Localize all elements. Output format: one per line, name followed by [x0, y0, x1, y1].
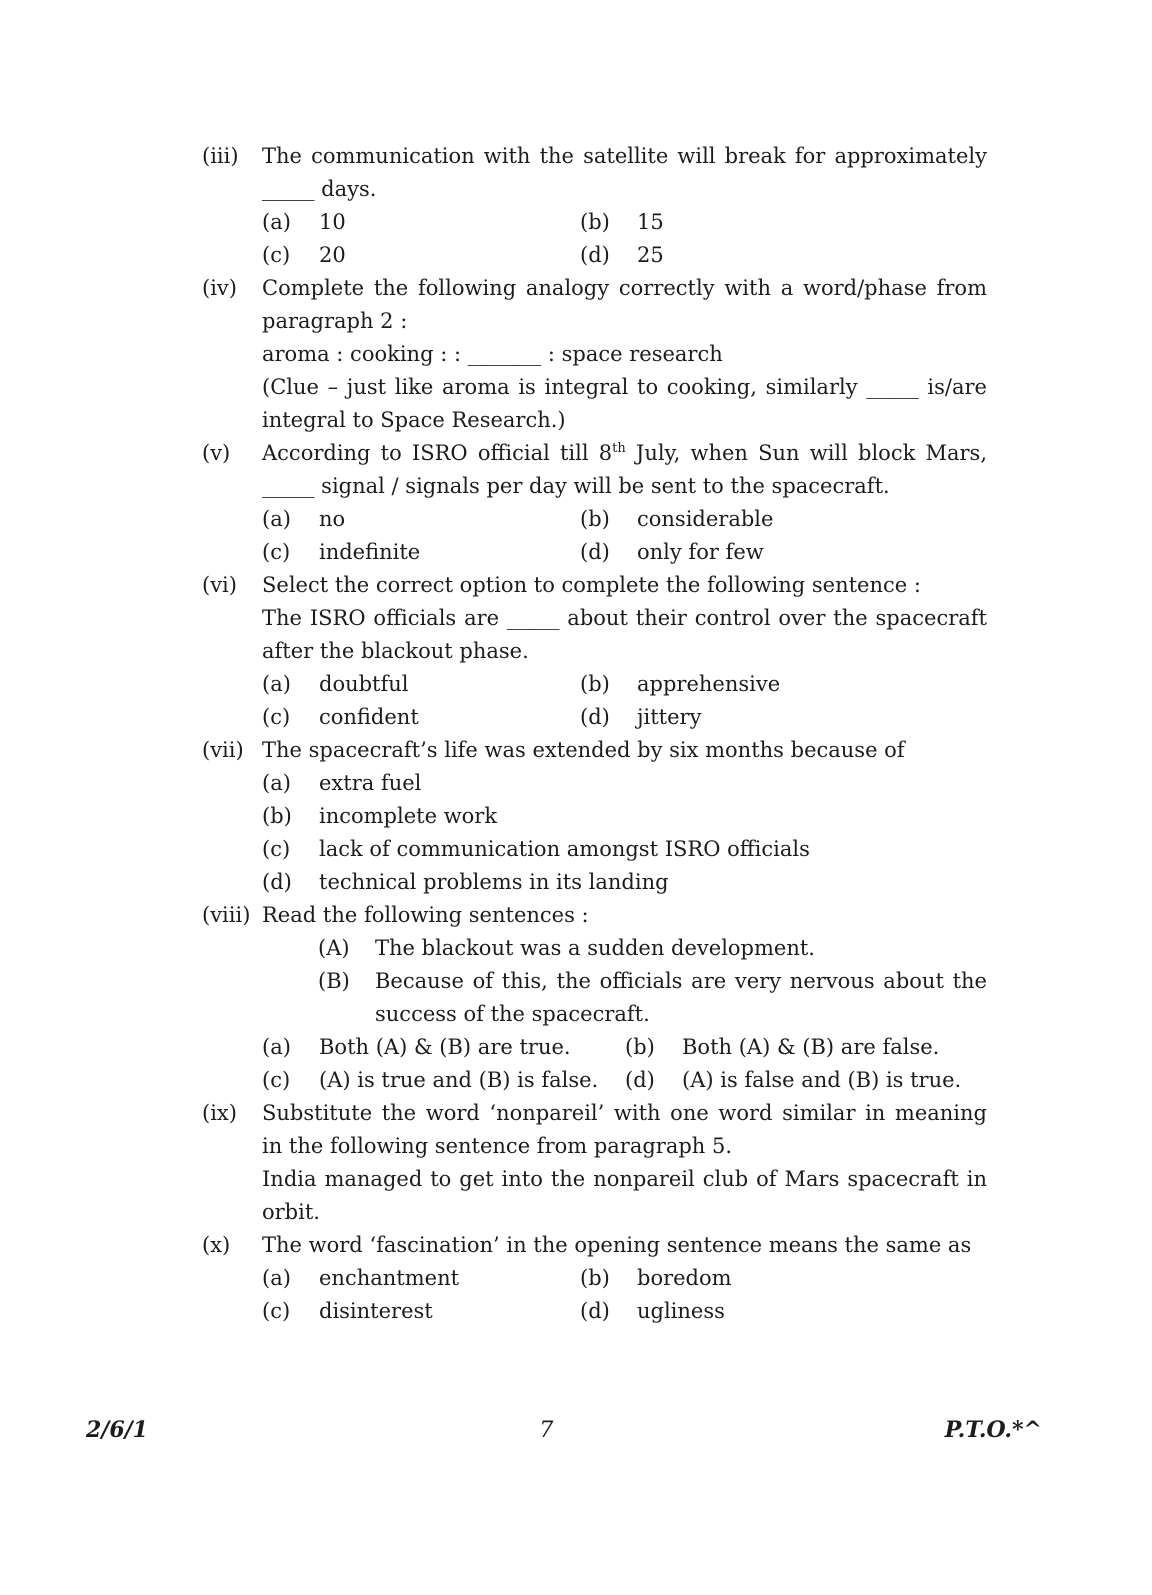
analogy-line: aroma : cooking : : _______ : space research	[262, 342, 723, 366]
option-label: (a)	[262, 672, 291, 696]
question-v	[202, 437, 987, 569]
option-b	[580, 668, 987, 701]
statement-text: Because of this, the officials are very nervous about the success of the spacecraft.	[375, 969, 987, 1026]
statement-text: The blackout was a sudden development.	[375, 936, 815, 960]
option-label: (b)	[625, 1035, 655, 1059]
option-label: (d)	[580, 1299, 610, 1323]
option-label: (c)	[262, 705, 291, 729]
option-b	[262, 800, 987, 833]
option-label: (b)	[262, 804, 292, 828]
option-d	[580, 536, 987, 569]
option-c	[262, 701, 580, 734]
question-number: (vii)	[202, 738, 244, 762]
option-label: (d)	[580, 705, 610, 729]
options-grid	[262, 1262, 987, 1328]
option-label: (d)	[580, 540, 610, 564]
option-text: considerable	[637, 507, 774, 531]
question-viii	[202, 899, 987, 1097]
question-text: Complete the following analogy correctly with a word/phase from paragraph 2 :	[262, 276, 987, 333]
option-text: lack of communication amongst ISRO officials	[319, 837, 810, 861]
option-d	[580, 1295, 987, 1328]
option-d	[580, 239, 987, 272]
option-text: 25	[637, 243, 664, 267]
option-label: (a)	[262, 1266, 291, 1290]
page-number: 7	[539, 1418, 554, 1443]
question-vi	[202, 569, 987, 734]
question-text: Substitute the word ‘nonpareil’ with one word similar in meaning in the following sentence from paragraph 5.	[262, 1101, 987, 1158]
option-d	[580, 701, 987, 734]
option-label: (c)	[262, 837, 291, 861]
option-label: (a)	[262, 210, 291, 234]
options-grid	[262, 503, 987, 569]
option-label: (b)	[580, 507, 610, 531]
question-body	[262, 140, 987, 272]
question-text-part2: July, when Sun will block Mars, _____ signal / signals per day will be sent to the spacecraft.	[262, 441, 987, 498]
option-label: (c)	[262, 540, 291, 564]
option-text: confident	[319, 705, 419, 729]
question-text: The word ‘fascination’ in the opening sentence means the same as	[262, 1233, 972, 1257]
question-body	[262, 272, 987, 437]
option-label: (d)	[580, 243, 610, 267]
option-a	[262, 503, 580, 536]
statement-B	[318, 965, 987, 1031]
option-label: (c)	[262, 243, 291, 267]
option-text: Both (A) & (B) are false.	[682, 1035, 940, 1059]
option-text: incomplete work	[319, 804, 498, 828]
option-text: disinterest	[319, 1299, 433, 1323]
option-a	[262, 668, 580, 701]
option-c	[262, 1064, 625, 1097]
option-c	[262, 536, 580, 569]
superscript: th	[612, 441, 626, 456]
option-text: apprehensive	[637, 672, 781, 696]
option-label: (a)	[262, 771, 291, 795]
question-x	[202, 1229, 987, 1328]
option-text: only for few	[637, 540, 764, 564]
option-label: (b)	[580, 1266, 610, 1290]
option-a	[262, 767, 987, 800]
option-label: (a)	[262, 1035, 291, 1059]
option-label: (b)	[580, 210, 610, 234]
option-label: (a)	[262, 507, 291, 531]
option-d	[625, 1064, 987, 1097]
option-c	[262, 833, 987, 866]
question-number: (ix)	[202, 1101, 237, 1125]
questions-list	[202, 140, 987, 1328]
options-list	[262, 767, 987, 899]
question-number: (iv)	[202, 276, 237, 300]
option-text: ugliness	[637, 1299, 725, 1323]
question-ix	[202, 1097, 987, 1229]
question-body	[262, 437, 987, 569]
pto-label: P.T.O.*^	[944, 1417, 1042, 1443]
question-body	[262, 569, 987, 734]
question-number: (x)	[202, 1233, 231, 1257]
question-number: (vi)	[202, 573, 237, 597]
option-text: 20	[319, 243, 346, 267]
statement-label: (B)	[318, 969, 350, 993]
question-body	[262, 1097, 987, 1229]
option-label: (b)	[580, 672, 610, 696]
option-text: jittery	[637, 705, 702, 729]
question-iv	[202, 272, 987, 437]
option-c	[262, 239, 580, 272]
page-footer	[86, 1414, 1042, 1447]
question-vii	[202, 734, 987, 899]
question-body	[262, 899, 987, 1097]
option-a	[262, 206, 580, 239]
option-label: (d)	[262, 870, 292, 894]
option-label: (c)	[262, 1068, 291, 1092]
statement-A	[318, 932, 987, 965]
question-body	[262, 734, 987, 899]
statement-label: (A)	[318, 936, 350, 960]
options-grid	[262, 1031, 987, 1097]
option-b	[580, 503, 987, 536]
clue-line: (Clue – just like aroma is integral to cooking, similarly _____ is/are integral to Space Research.)	[262, 375, 987, 432]
option-text: Both (A) & (B) are true.	[319, 1035, 571, 1059]
option-text: 10	[319, 210, 346, 234]
options-grid	[262, 206, 987, 272]
option-a	[262, 1262, 580, 1295]
question-iii	[202, 140, 987, 272]
question-sentence: India managed to get into the nonpareil club of Mars spacecraft in orbit.	[262, 1167, 987, 1224]
option-text: extra fuel	[319, 771, 422, 795]
paper-code: 2/6/1	[86, 1417, 148, 1443]
option-d	[262, 866, 987, 899]
option-text: technical problems in its landing	[319, 870, 669, 894]
option-b	[580, 206, 987, 239]
option-c	[262, 1295, 580, 1328]
option-text: (A) is true and (B) is false.	[319, 1068, 599, 1092]
question-number: (iii)	[202, 144, 239, 168]
option-b	[625, 1031, 987, 1064]
option-text: doubtful	[319, 672, 409, 696]
option-text: boredom	[637, 1266, 732, 1290]
option-b	[580, 1262, 987, 1295]
option-label: (c)	[262, 1299, 291, 1323]
question-text: The communication with the satellite will break for approximately _____ days.	[262, 144, 987, 201]
question-text: Read the following sentences :	[262, 903, 589, 927]
option-text: no	[319, 507, 346, 531]
question-text-part1: According to ISRO official till 8	[262, 441, 613, 465]
option-text: (A) is false and (B) is true.	[682, 1068, 962, 1092]
options-grid	[262, 668, 987, 734]
option-text: enchantment	[319, 1266, 460, 1290]
question-text: The ISRO officials are _____ about their control over the spacecraft after the blackout phase.	[262, 606, 987, 663]
question-text: The spacecraft’s life was extended by six months because of	[262, 738, 905, 762]
question-number: (viii)	[202, 903, 251, 927]
option-label: (d)	[625, 1068, 655, 1092]
question-body	[262, 1229, 987, 1328]
question-intro: Select the correct option to complete the following sentence :	[262, 573, 921, 597]
question-number: (v)	[202, 441, 231, 465]
option-text: 15	[637, 210, 664, 234]
option-text: indefinite	[319, 540, 421, 564]
option-a	[262, 1031, 625, 1064]
question-text	[262, 437, 987, 503]
